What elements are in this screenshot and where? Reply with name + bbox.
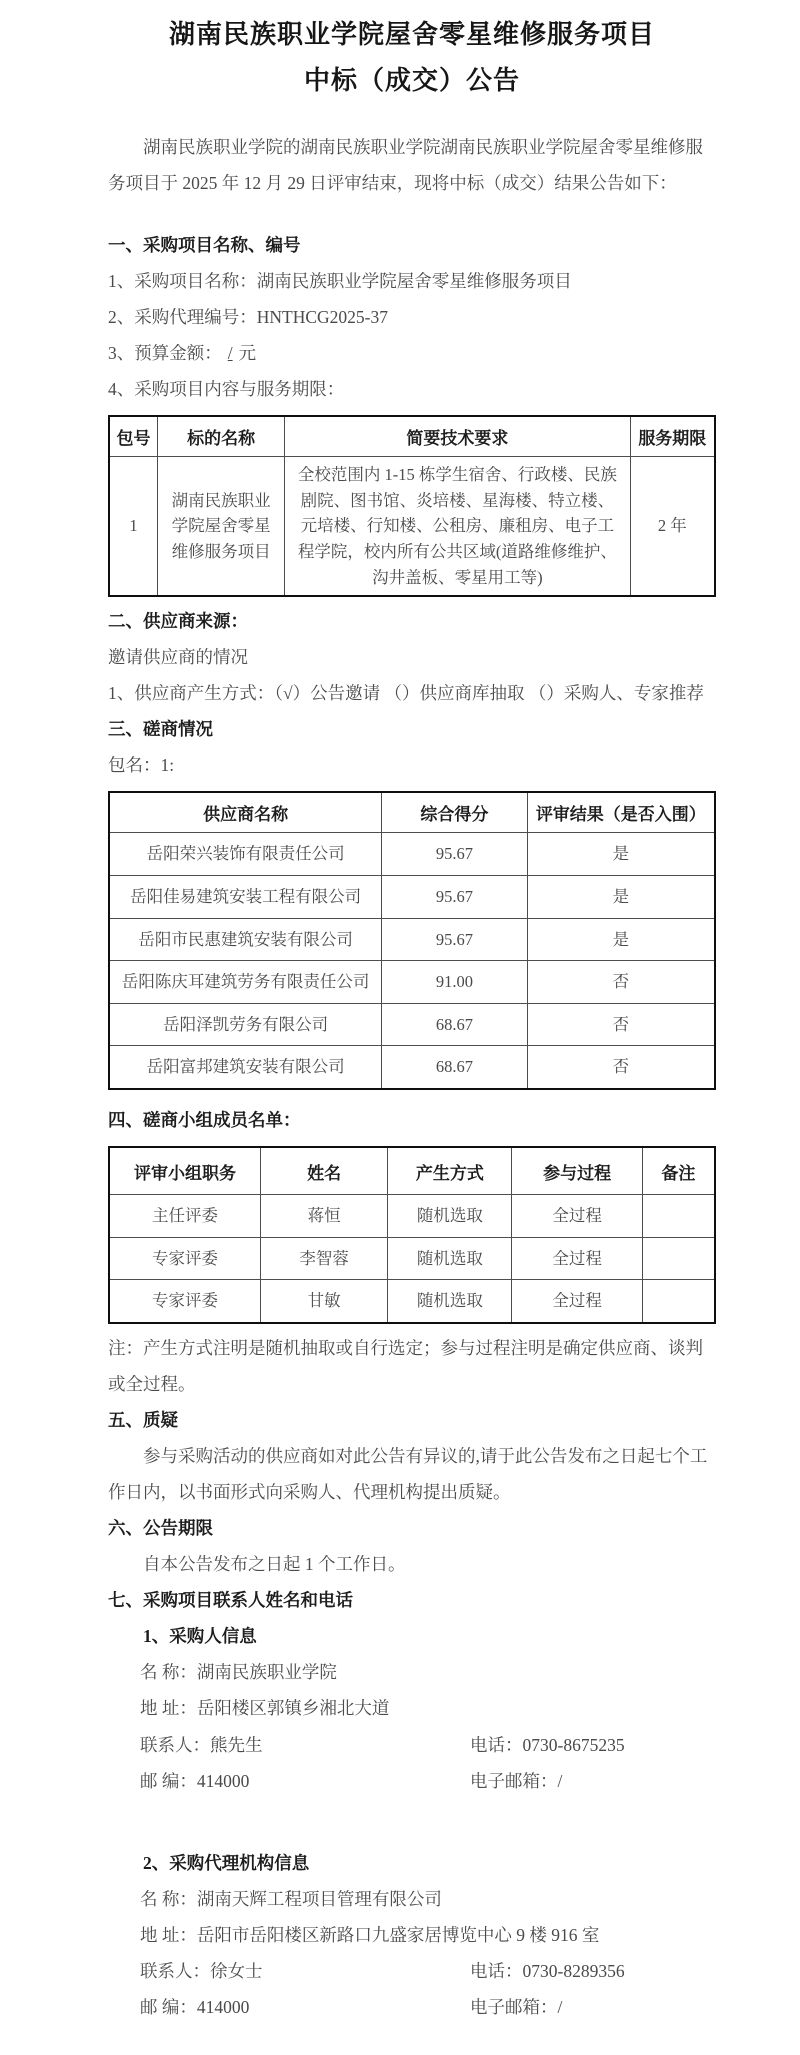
cell-method: 随机选取 xyxy=(388,1280,512,1323)
cell-supplier: 岳阳陈庆耳建筑劳务有限责任公司 xyxy=(109,961,382,1004)
purchaser-name: 名 称：湖南民族职业学院 xyxy=(140,1662,337,1683)
agency-zip: 邮 编：414000 xyxy=(140,1996,250,2017)
agency-code-line: 2、采购代理编号：HNTHCG2025-37 xyxy=(108,307,388,328)
agency-name: 名 称：湖南天辉工程项目管理有限公司 xyxy=(140,1888,442,1909)
col-header-result: 评审结果（是否入围） xyxy=(527,792,715,833)
cell-role: 主任评委 xyxy=(109,1195,261,1238)
col-header-role: 评审小组职务 xyxy=(109,1147,261,1195)
purchaser-contact-row xyxy=(140,1727,716,1763)
supplier-source-line: 邀请供应商的情况 xyxy=(108,647,248,668)
table-row xyxy=(109,1046,715,1089)
cell-supplier: 岳阳市民惠建筑安装有限公司 xyxy=(109,918,382,961)
purchaser-email: 电子邮箱：/ xyxy=(470,1770,563,1791)
package-label: 包名：1: xyxy=(108,755,175,776)
purchaser-phone: 电话：0730-8675235 xyxy=(470,1734,625,1755)
budget-unit: 元 xyxy=(238,343,257,364)
table-row xyxy=(109,833,715,876)
col-header-supplier: 供应商名称 xyxy=(109,792,382,833)
cell-supplier: 岳阳佳易建筑安装工程有限公司 xyxy=(109,875,382,918)
table-row xyxy=(109,1195,715,1238)
project-content-table xyxy=(108,415,716,597)
col-header-tech: 简要技术要求 xyxy=(285,416,630,457)
col-header-score: 综合得分 xyxy=(382,792,527,833)
purchaser-contact: 联系人：熊先生 xyxy=(140,1734,263,1755)
spacer xyxy=(108,1799,716,1829)
content-term-line: 4、采购项目内容与服务期限： xyxy=(108,379,345,400)
agency-phone: 电话：0730-8289356 xyxy=(470,1960,625,1981)
cell-remark xyxy=(642,1280,715,1323)
agency-address: 地 址：岳阳市岳阳楼区新路口九盛家居博览中心 9 楼 916 室 xyxy=(140,1924,600,1945)
table-row xyxy=(109,457,715,596)
col-header-package: 包号 xyxy=(109,416,157,457)
table-header-row xyxy=(109,416,715,457)
table-header-row xyxy=(109,1147,715,1195)
cell-score: 95.67 xyxy=(382,875,527,918)
intro-paragraph: 湖南民族职业学院的湖南民族职业学院湖南民族职业学院屋舍零星维修服务项目于 2025 年 12 月 29 日评审结束，现将中标（成交）结果公告如下： xyxy=(108,137,703,194)
announcement-period-line: 自本公告发布之日起 1 个工作日。 xyxy=(143,1554,406,1575)
cell-score: 68.67 xyxy=(382,1003,527,1046)
cell-role: 专家评委 xyxy=(109,1280,261,1323)
cell-result: 否 xyxy=(527,1046,715,1089)
table-row xyxy=(109,1003,715,1046)
table-row xyxy=(109,875,715,918)
purchaser-info-heading: 1、采购人信息 xyxy=(143,1626,257,1647)
agency-info-block xyxy=(108,1881,716,2025)
table-row xyxy=(109,1280,715,1323)
section7-heading: 七、采购项目联系人姓名和电话 xyxy=(108,1590,353,1611)
purchaser-zip: 邮 编：414000 xyxy=(140,1770,250,1791)
cell-result: 是 xyxy=(527,833,715,876)
purchaser-address: 地 址：岳阳楼区郭镇乡湘北大道 xyxy=(140,1698,390,1719)
spacer xyxy=(108,211,716,227)
cell-service-term: 2 年 xyxy=(630,457,715,596)
agency-email: 电子邮箱：/ xyxy=(470,1996,563,2017)
table-row xyxy=(109,1237,715,1280)
cell-remark xyxy=(642,1237,715,1280)
supplier-score-table xyxy=(108,791,716,1089)
cell-score: 68.67 xyxy=(382,1046,527,1089)
cell-remark xyxy=(642,1195,715,1238)
cell-role: 专家评委 xyxy=(109,1237,261,1280)
section4-heading: 四、磋商小组成员名单： xyxy=(108,1109,301,1130)
supplier-method-line: 1、供应商产生方式：（√）公告邀请 （）供应商库抽取 （）采购人、专家推荐 xyxy=(108,683,704,704)
col-header-subject: 标的名称 xyxy=(157,416,284,457)
cell-process: 全过程 xyxy=(512,1237,642,1280)
cell-score: 91.00 xyxy=(382,961,527,1004)
team-note: 注：产生方式注明是随机抽取或自行选定；参与过程注明是确定供应商、谈判或全过程。 xyxy=(108,1337,703,1395)
table-row xyxy=(109,918,715,961)
purchaser-zip-row xyxy=(140,1763,716,1799)
col-header-term: 服务期限 xyxy=(630,416,715,457)
table-row xyxy=(109,961,715,1004)
cell-method: 随机选取 xyxy=(388,1195,512,1238)
budget-line xyxy=(108,335,716,371)
section6-heading: 六、公告期限 xyxy=(108,1518,213,1539)
cell-score: 95.67 xyxy=(382,918,527,961)
spacer xyxy=(108,1829,716,1845)
budget-value: / xyxy=(227,343,233,364)
col-header-remark: 备注 xyxy=(642,1147,715,1195)
budget-label: 3、预算金额： xyxy=(108,343,222,364)
col-header-process: 参与过程 xyxy=(512,1147,642,1195)
section1-heading: 一、采购项目名称、编号 xyxy=(108,235,301,256)
cell-method: 随机选取 xyxy=(388,1237,512,1280)
section5-heading: 五、质疑 xyxy=(108,1410,178,1431)
cell-package-no: 1 xyxy=(109,457,157,596)
section3-heading: 三、磋商情况 xyxy=(108,719,213,740)
cell-name: 甘敏 xyxy=(261,1280,388,1323)
col-header-method: 产生方式 xyxy=(388,1147,512,1195)
cell-result: 否 xyxy=(527,1003,715,1046)
cell-name: 蒋恒 xyxy=(261,1195,388,1238)
cell-supplier: 岳阳泽凯劳务有限公司 xyxy=(109,1003,382,1046)
objection-paragraph: 参与采购活动的供应商如对此公告有异议的,请于此公告发布之日起七个工作日内，以书面形式向采购人、代理机构提出质疑。 xyxy=(108,1446,708,1503)
project-name-line: 1、采购项目名称：湖南民族职业学院屋舍零星维修服务项目 xyxy=(108,271,572,292)
document-title-line1: 湖南民族职业学院屋舍零星维修服务项目 xyxy=(168,20,655,49)
section2-heading: 二、供应商来源： xyxy=(108,611,248,632)
cell-process: 全过程 xyxy=(512,1195,642,1238)
cell-subject-name: 湖南民族职业学院屋舍零星维修服务项目 xyxy=(157,457,284,596)
cell-score: 95.67 xyxy=(382,833,527,876)
cell-process: 全过程 xyxy=(512,1280,642,1323)
agency-contact: 联系人：徐女士 xyxy=(140,1960,263,1981)
col-header-name: 姓名 xyxy=(261,1147,388,1195)
agency-zip-row xyxy=(140,1989,716,2025)
cell-supplier: 岳阳富邦建筑安装有限公司 xyxy=(109,1046,382,1089)
table-header-row xyxy=(109,792,715,833)
document-title-line2: 中标（成交）公告 xyxy=(303,65,520,95)
cell-name: 李智蓉 xyxy=(261,1237,388,1280)
agency-info-heading: 2、采购代理机构信息 xyxy=(143,1852,310,1873)
review-team-table xyxy=(108,1146,716,1324)
cell-tech-requirements: 全校范围内 1-15 栋学生宿舍、行政楼、民族剧院、图书馆、炎培楼、星海楼、特立楼、元培楼、行知楼、公租房、廉租房、电子工程学院，校内所有公共区域(道路维修维护、沟井盖板、零星用工等) xyxy=(285,457,630,596)
cell-supplier: 岳阳荣兴装饰有限责任公司 xyxy=(109,833,382,876)
cell-result: 是 xyxy=(527,918,715,961)
agency-contact-row xyxy=(140,1953,716,1989)
cell-result: 否 xyxy=(527,961,715,1004)
cell-result: 是 xyxy=(527,875,715,918)
purchaser-info-block xyxy=(108,1654,716,1798)
